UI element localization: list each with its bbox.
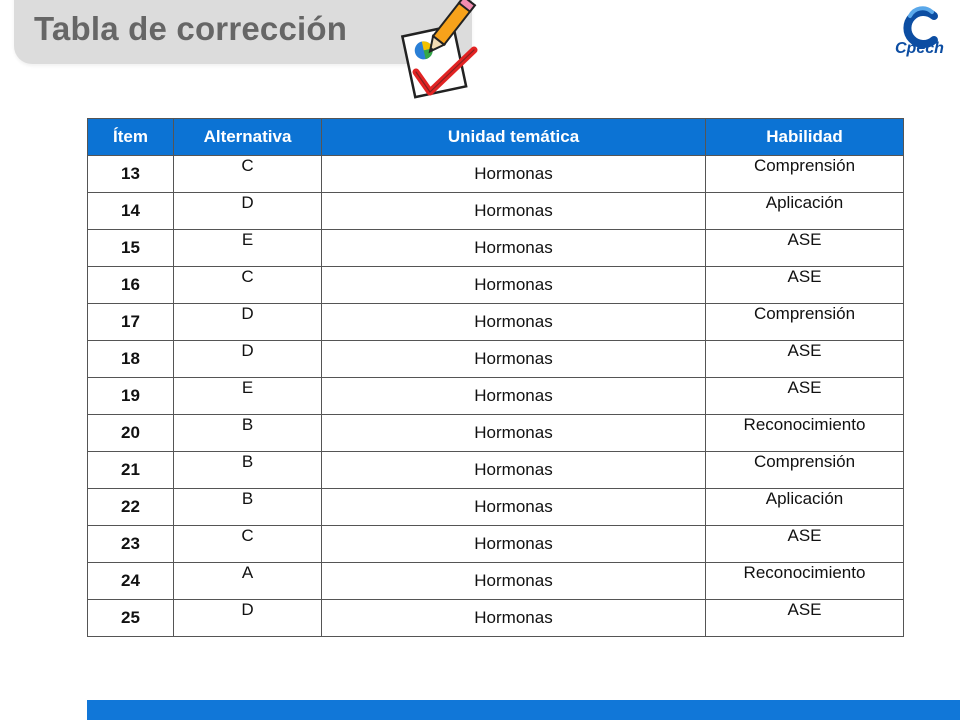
cell-unidad: Hormonas [322,563,706,600]
cell-habilidad: Reconocimiento [706,415,904,452]
table-row [88,193,904,230]
cell-habilidad: ASE [706,600,904,637]
cell-alternativa: E [174,230,322,267]
cell-item: 17 [88,304,174,341]
cell-item: 16 [88,267,174,304]
table-row [88,563,904,600]
table-row [88,526,904,563]
cell-unidad: Hormonas [322,156,706,193]
correction-table [87,118,904,637]
table-header-row [88,119,904,156]
cell-item: 25 [88,600,174,637]
cell-alternativa: D [174,304,322,341]
table-row [88,600,904,637]
cell-unidad: Hormonas [322,267,706,304]
cell-item: 13 [88,156,174,193]
cell-item: 22 [88,489,174,526]
table-row [88,378,904,415]
cell-alternativa: D [174,600,322,637]
table-row [88,489,904,526]
cell-unidad: Hormonas [322,341,706,378]
cell-habilidad: Reconocimiento [706,563,904,600]
cell-habilidad: Comprensión [706,304,904,341]
cell-unidad: Hormonas [322,526,706,563]
cell-alternativa: E [174,378,322,415]
cell-habilidad: Aplicación [706,193,904,230]
cpech-logo [888,6,954,70]
table-row [88,452,904,489]
cell-habilidad: Comprensión [706,452,904,489]
cell-alternativa: B [174,452,322,489]
table-row [88,230,904,267]
cell-unidad: Hormonas [322,304,706,341]
cell-item: 15 [88,230,174,267]
bottom-bar [87,700,960,720]
cell-habilidad: Aplicación [706,489,904,526]
cell-item: 23 [88,526,174,563]
cell-unidad: Hormonas [322,600,706,637]
cell-unidad: Hormonas [322,489,706,526]
table-row [88,267,904,304]
table-row [88,415,904,452]
cell-unidad: Hormonas [322,230,706,267]
cell-item: 24 [88,563,174,600]
cell-item: 18 [88,341,174,378]
cell-habilidad: ASE [706,526,904,563]
cell-item: 19 [88,378,174,415]
page-title: Tabla de corrección [34,10,348,47]
cell-unidad: Hormonas [322,415,706,452]
pencil-checkmark-icon [396,0,480,102]
cell-item: 20 [88,415,174,452]
logo-text: Cpech [895,40,944,57]
cell-habilidad: ASE [706,378,904,415]
cell-alternativa: B [174,489,322,526]
table-row [88,341,904,378]
cell-alternativa: C [174,267,322,304]
header-habilidad: Habilidad [706,119,904,156]
cell-alternativa: B [174,415,322,452]
cell-unidad: Hormonas [322,378,706,415]
table-row [88,304,904,341]
cell-alternativa: D [174,193,322,230]
table-row [88,156,904,193]
cell-habilidad: ASE [706,341,904,378]
cell-item: 14 [88,193,174,230]
header-alternativa: Alternativa [174,119,322,156]
cell-unidad: Hormonas [322,193,706,230]
cell-item: 21 [88,452,174,489]
cell-alternativa: C [174,156,322,193]
cell-habilidad: Comprensión [706,156,904,193]
cell-habilidad: ASE [706,230,904,267]
cell-alternativa: D [174,341,322,378]
header-unidad-tematica: Unidad temática [322,119,706,156]
cell-habilidad: ASE [706,267,904,304]
cell-alternativa: A [174,563,322,600]
cell-unidad: Hormonas [322,452,706,489]
cell-alternativa: C [174,526,322,563]
header-item: Ítem [88,119,174,156]
